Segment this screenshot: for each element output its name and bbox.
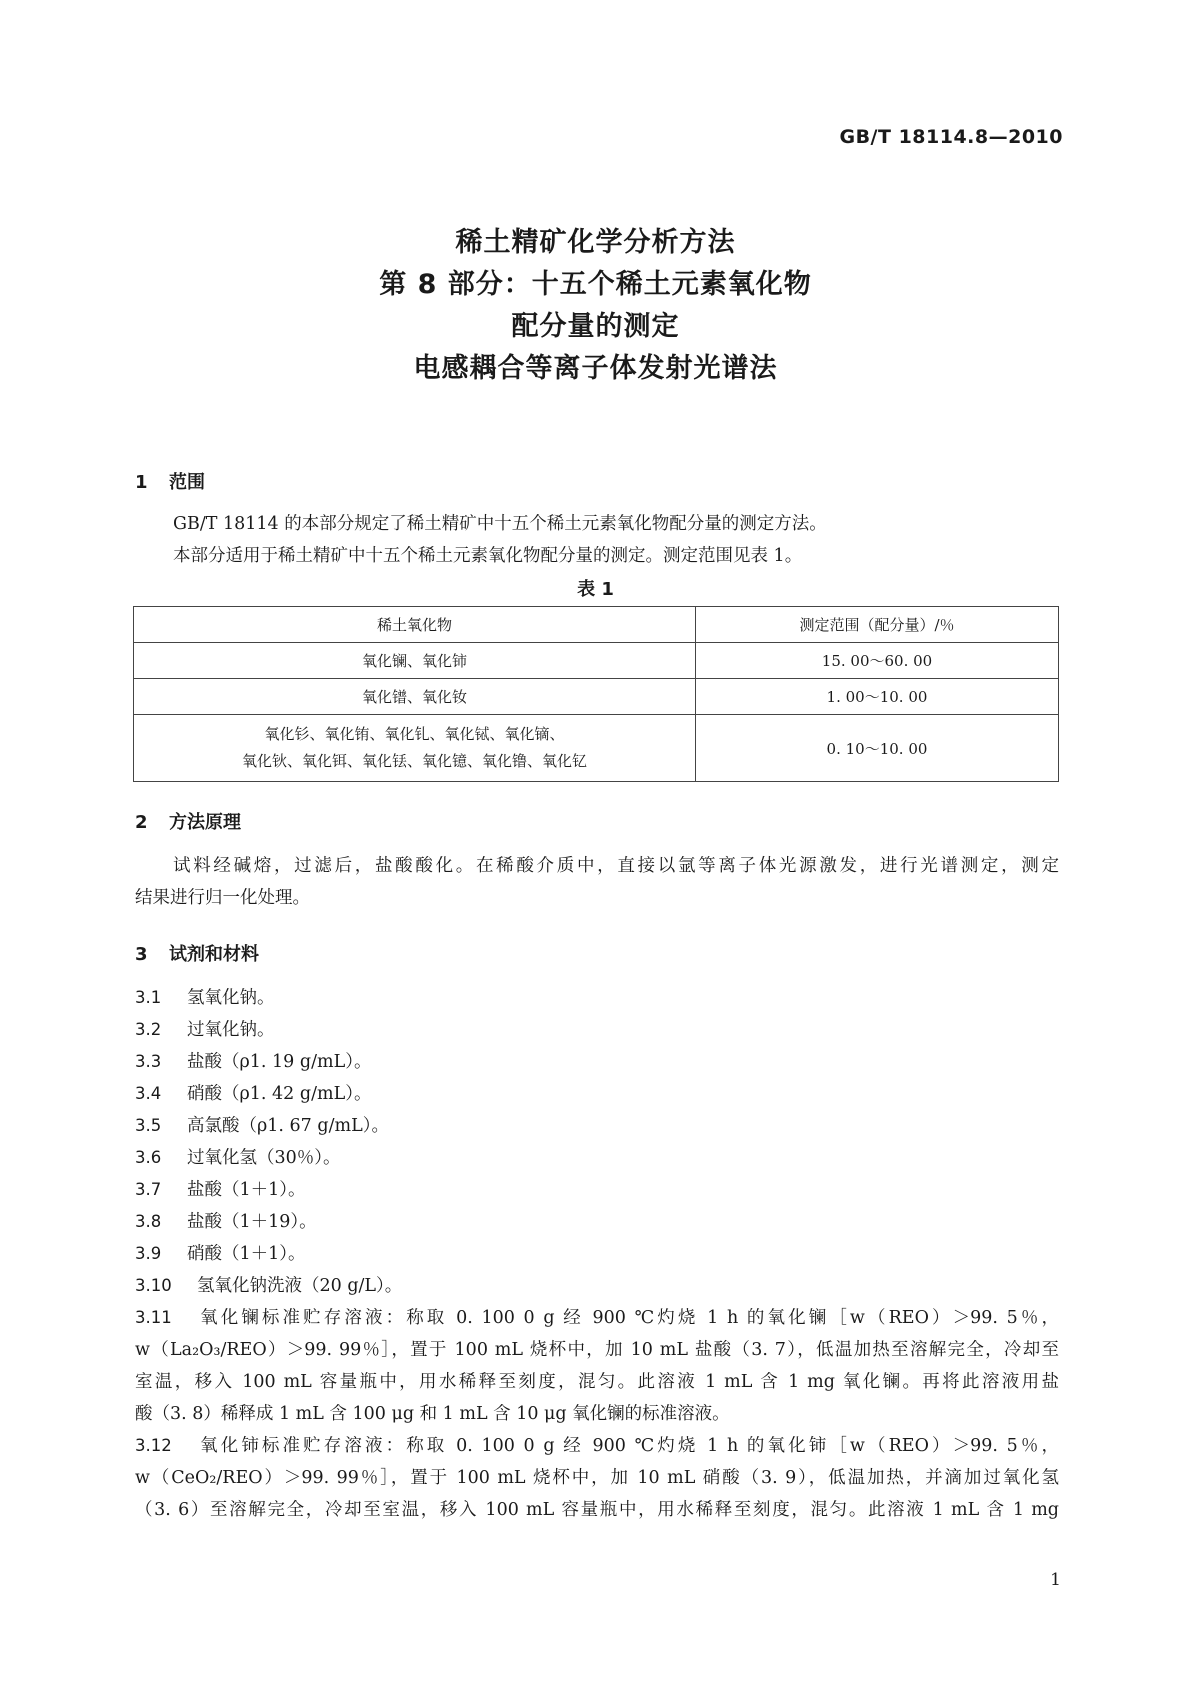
list-item [135, 1174, 306, 1206]
table-cell-range: 0. 10～10. 00 [696, 715, 1059, 782]
item-line: （3. 6）至溶解完全，冷却至室温，移入 100 mL 容量瓶中，用水稀释至刻度，混匀。此溶液 1 mL 含 1 mg [135, 1500, 1059, 1520]
item-line [135, 1302, 1059, 1334]
cerium-standard-item [135, 1430, 1059, 1526]
item-number: 3.2 [135, 1020, 162, 1039]
list-item [135, 1206, 317, 1238]
table-cell-oxide-line-2: 氧化钬、氧化铒、氧化铥、氧化镱、氧化镥、氧化钇 [241, 752, 587, 770]
item-text: 氢氧化钠洗液（20 g/L）。 [197, 1276, 403, 1296]
section-2-heading [135, 808, 241, 834]
section-1-heading [135, 468, 205, 494]
document-title [0, 222, 1191, 390]
table-row [134, 643, 1059, 679]
table-header-oxide: 稀土氧化物 [134, 607, 696, 643]
list-item [135, 1014, 275, 1046]
section-title: 试剂和材料 [169, 944, 259, 965]
principle-line-1: 试料经碱熔，过滤后，盐酸酸化。在稀酸介质中，直接以氩等离子体光源激发，进行光谱测定，测定 [173, 856, 1059, 876]
section-number: 3 [135, 944, 148, 965]
principle-line-2: 结果进行归一化处理。 [135, 888, 310, 908]
item-text: 盐酸（1＋19）。 [187, 1212, 317, 1232]
section-title: 范围 [169, 472, 205, 493]
table-cell-range: 15. 00～60. 00 [696, 643, 1059, 679]
item-number: 3.7 [135, 1180, 162, 1199]
scope-paragraph-2: 本部分适用于稀土精矿中十五个稀土元素氧化物配分量的测定。测定范围见表 1。 [173, 546, 803, 566]
item-text: 盐酸（1＋1）。 [187, 1180, 306, 1200]
item-line: w（La₂O₃/REO）＞99. 99％］，置于 100 mL 烧杯中，加 10 mL 盐酸（3. 7），低温加热至溶解完全，冷却至 [135, 1340, 1059, 1360]
section-number: 1 [135, 472, 148, 493]
item-text: 硝酸（1＋1）。 [187, 1244, 306, 1264]
item-line: 室温，移入 100 mL 容量瓶中，用水稀释至刻度，混匀。此溶液 1 mL 含 1 mg 氧化镧。再将此溶液用盐 [135, 1372, 1059, 1392]
table-header-row [134, 607, 1059, 643]
item-line: w（CeO₂/REO）＞99. 99％］，置于 100 mL 烧杯中，加 10 mL 硝酸（3. 9），低温加热，并滴加过氧化氢 [135, 1468, 1059, 1488]
item-number: 3.5 [135, 1116, 162, 1135]
item-text: 过氧化钠。 [187, 1020, 275, 1040]
item-number: 3.4 [135, 1084, 162, 1103]
item-number: 3.3 [135, 1052, 162, 1071]
item-number: 3.10 [135, 1276, 172, 1295]
section-3-heading [135, 940, 259, 966]
title-line-2: 第 8 部分：十五个稀土元素氧化物 [379, 269, 812, 300]
table-cell-oxide-line-1: 氧化钐、氧化铕、氧化钆、氧化铽、氧化镝、 [264, 725, 565, 743]
item-line [135, 1430, 1059, 1462]
table-row [134, 679, 1059, 715]
item-text: 硝酸（ρ1. 42 g/mL）。 [187, 1084, 372, 1104]
item-text: 过氧化氢（30％）。 [187, 1148, 341, 1168]
list-item [135, 1046, 371, 1078]
scope-paragraph-1: GB/T 18114 的本部分规定了稀土精矿中十五个稀土元素氧化物配分量的测定方法。 [173, 514, 827, 534]
title-line-4: 电感耦合等离子体发射光谱法 [413, 353, 778, 384]
principle-paragraph [135, 850, 1059, 914]
table-cell-oxide: 氧化镨、氧化钕 [134, 679, 696, 715]
title-line-1: 稀土精矿化学分析方法 [455, 227, 736, 258]
table-cell-oxide [134, 715, 696, 782]
item-number: 3.9 [135, 1244, 162, 1263]
item-line: 酸（3. 8）稀释成 1 mL 含 100 μg 和 1 mL 含 10 μg 氧化镧的标准溶液。 [135, 1404, 730, 1424]
section-title: 方法原理 [169, 812, 241, 833]
list-item [135, 1142, 341, 1174]
lanthanum-standard-item [135, 1302, 1059, 1430]
item-number: 3.11 [135, 1308, 172, 1327]
list-item [135, 1078, 371, 1110]
title-line-3: 配分量的测定 [511, 311, 680, 342]
item-number: 3.8 [135, 1212, 162, 1231]
item-text: 氢氧化钠。 [187, 988, 275, 1008]
item-text: 氧化铈标准贮存溶液：称取 0. 100 0 g 经 900 ℃灼烧 1 h 的氧化铈［w（REO）＞99. 5％， [197, 1436, 1059, 1456]
page-number: 1 [1050, 1570, 1061, 1590]
item-text: 高氯酸（ρ1. 67 g/mL）。 [187, 1116, 389, 1136]
item-number: 3.1 [135, 988, 162, 1007]
list-item [135, 1270, 402, 1302]
list-item [135, 1110, 389, 1142]
table-cell-oxide: 氧化镧、氧化铈 [134, 643, 696, 679]
section-number: 2 [135, 812, 148, 833]
list-item [135, 982, 275, 1014]
table-caption: 表 1 [577, 579, 614, 600]
item-number: 3.6 [135, 1148, 162, 1167]
measurement-range-table [133, 606, 1059, 782]
item-text: 盐酸（ρ1. 19 g/mL）。 [187, 1052, 372, 1072]
table-row [134, 715, 1059, 782]
table-header-range: 测定范围（配分量）/％ [696, 607, 1059, 643]
table-cell-range: 1. 00～10. 00 [696, 679, 1059, 715]
item-number: 3.12 [135, 1436, 172, 1455]
list-item [135, 1238, 306, 1270]
standard-code: GB/T 18114.8—2010 [839, 126, 1063, 148]
item-text: 氧化镧标准贮存溶液：称取 0. 100 0 g 经 900 ℃灼烧 1 h 的氧化镧［w（REO）＞99. 5％， [197, 1308, 1059, 1328]
